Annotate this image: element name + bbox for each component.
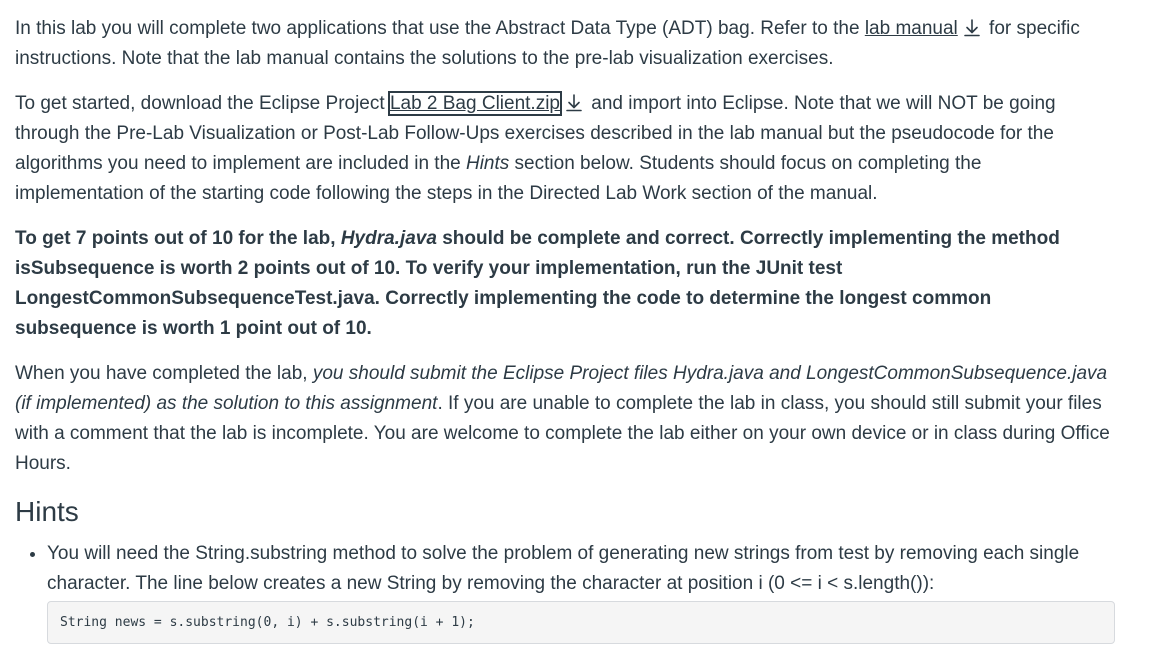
getting-started-text: To get started, download the Eclipse Project xyxy=(15,93,390,114)
hint-item xyxy=(47,539,1115,644)
download-icon[interactable] xyxy=(564,93,584,113)
grading-paragraph xyxy=(15,224,1115,344)
lab-manual-link[interactable]: lab manual xyxy=(864,18,958,39)
submission-paragraph xyxy=(15,359,1115,479)
hints-heading: Hints xyxy=(15,496,79,527)
grading-text-end: should be complete and correct. Correctly implementing the method isSubsequence is worth 2 points out of 10. To verify your implementation, run the JUnit test LongestCommonSubsequenceTest.java. Correctly implementing the code to determine the longest common subsequence is worth 1 point out of 10. xyxy=(15,228,1060,339)
getting-started-paragraph xyxy=(15,89,1115,209)
getting-started-text-end: section below. Students should focus on completing the implementation of the starting code following the steps in the Directed Lab Work section of the manual. xyxy=(15,153,982,204)
grading-text: To get 7 points out of 10 for the lab, xyxy=(15,228,341,249)
intro-text: In this lab you will complete two applications that use the Abstract Data Type (ADT) bag. Refer to the xyxy=(15,18,865,39)
submission-text-end: . If you are unable to complete the lab in class, you should still submit your files with a comment that the lab is incomplete. You are welcome to complete the lab either on your own device or in class during Office Hours. xyxy=(15,393,1110,474)
hydra-file-name: Hydra.java xyxy=(340,228,437,249)
submission-instructions: you should submit the Eclipse Project files Hydra.java and LongestCommonSubsequence.java (if implemented) as the solution to this assignment xyxy=(15,363,1108,414)
hints-list xyxy=(15,539,1115,644)
submission-text: When you have completed the lab, xyxy=(15,363,313,384)
hint-text: You will need the String.substring method to solve the problem of generating new strings from test by removing each single character. The line below creates a new String by removing the character at position i (0 <= i < s.length()): xyxy=(47,543,1080,594)
intro-paragraph xyxy=(15,14,1115,74)
intro-text-end: for specific instructions. Note that the lab manual contains the solutions to the pre-lab visualization exercises. xyxy=(15,18,1080,69)
getting-started-text-mid: and import into Eclipse. Note that we will NOT be going through the Pre-Lab Visualization or Post-Lab Follow-Ups exercises described in the lab manual but the pseudocode for the algorithms you need to implement are included in the xyxy=(15,93,1056,174)
download-icon[interactable] xyxy=(962,18,982,38)
hints-reference: Hints xyxy=(465,153,510,174)
project-zip-link[interactable]: Lab 2 Bag Client.zip xyxy=(389,93,560,114)
code-block: String news = s.substring(0, i) + s.substring(i + 1); xyxy=(47,601,1115,644)
